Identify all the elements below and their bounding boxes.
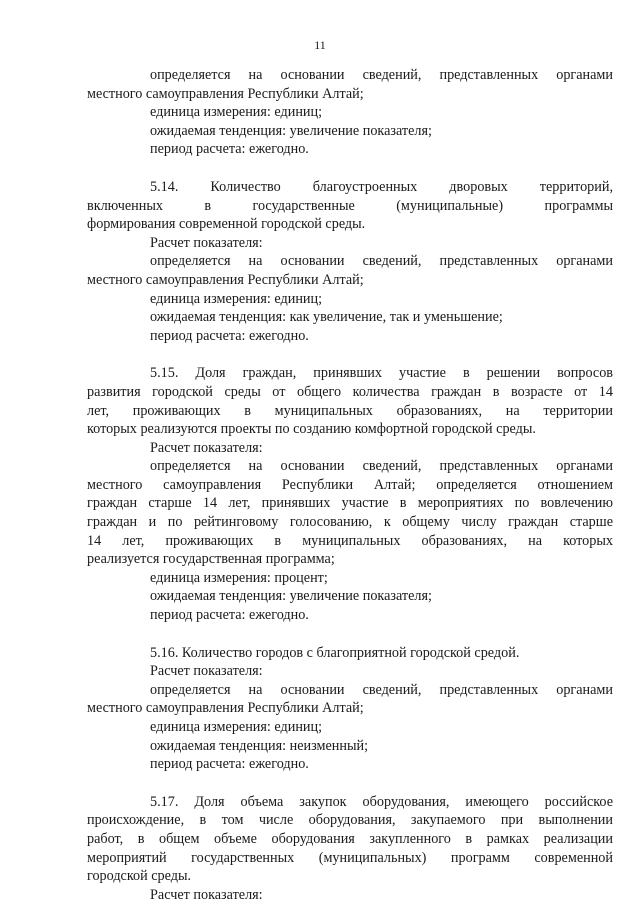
text-line: ожидаемая тенденция: увеличение показателя; (150, 588, 432, 605)
text-line: единица измерения: единиц; (150, 719, 323, 735)
text-line: период расчета: ежегодно. (150, 327, 309, 344)
text-line: 5.17. Доля объема закупок оборудования, имеющего российское (150, 793, 613, 810)
paragraph-gap (87, 159, 613, 178)
text-line: определяется на основании сведений, представленных органами (150, 458, 613, 475)
text-line: определяется на основании сведений, представленных органами (150, 67, 613, 83)
text-line: граждан старше 14 лет, принявших участие в мероприятиях по вовлечению (87, 495, 613, 512)
text-line: формирования современной городской среды. (87, 216, 366, 233)
paragraph-gap (87, 774, 613, 793)
text-line: определяется на основании сведений, представленных органами (150, 253, 613, 270)
text-line: работ, в общем объеме оборудования закупленного в рамках реализации (87, 830, 613, 847)
page-number: 11 (314, 38, 326, 52)
text-line: Расчет показателя: (150, 234, 263, 251)
text-line: 14 лет, проживающих в муниципальных образованиях, на которых (87, 532, 613, 549)
text-line: единица измерения: единиц; (150, 104, 323, 121)
text-line: определяется на основании сведений, представленных органами (150, 681, 613, 698)
text-line: развития городской среды от общего количества граждан в возрасте от 14 (87, 383, 613, 400)
paragraph-gap (87, 345, 613, 364)
text-line: мероприятий государственных (муниципальных) программ современной (87, 849, 613, 866)
text-line: период расчета: ежегодно. (150, 607, 309, 624)
text-line: происхождение, в том числе оборудования, закупаемого при выполнении (87, 812, 613, 829)
text-line: период расчета: ежегодно. (150, 756, 309, 773)
text-line: лет, проживающих в муниципальных образованиях, на территории (87, 402, 613, 419)
text-line: единица измерения: процент; (150, 569, 328, 586)
text-line: местного самоуправления Республики Алтай; определяется отношением (87, 476, 613, 493)
document-body (87, 66, 613, 904)
text-line: местного самоуправления Республики Алтай; (87, 85, 364, 102)
text-line: 5.16. Количество городов с благоприятной городской средой. (150, 644, 520, 661)
text-line: реализуется государственная программа; (87, 551, 335, 568)
text-line: ожидаемая тенденция: как увеличение, так и уменьшение; (150, 309, 503, 326)
text-line: которых реализуются проекты по созданию комфортной городской среды. (87, 421, 536, 438)
text-line: ожидаемая тенденция: неизменный; (150, 737, 369, 754)
text-line: Расчет показателя: (150, 439, 263, 456)
text-line: местного самоуправления Республики Алтай; (87, 271, 364, 288)
text-line: 5.14. Количество благоустроенных дворовых территорий, (150, 178, 613, 195)
text-line: Расчет показателя: (150, 886, 263, 903)
text-line: включенных в государственные (муниципальные) программы (87, 197, 613, 214)
text-line: ожидаемая тенденция: увеличение показателя; (150, 122, 432, 139)
text-line: граждан и по рейтинговому голосованию, к общему числу граждан старше (87, 514, 613, 531)
text-line: период расчета: ежегодно. (150, 141, 309, 158)
text-line: единица измерения: единиц; (150, 290, 323, 307)
text-line: городской среды. (87, 868, 192, 885)
paragraph-gap (87, 625, 613, 644)
text-line: 5.15. Доля граждан, принявших участие в решении вопросов (150, 365, 613, 382)
text-line: Расчет показателя: (150, 663, 263, 680)
text-line: местного самоуправления Республики Алтай; (87, 700, 364, 717)
